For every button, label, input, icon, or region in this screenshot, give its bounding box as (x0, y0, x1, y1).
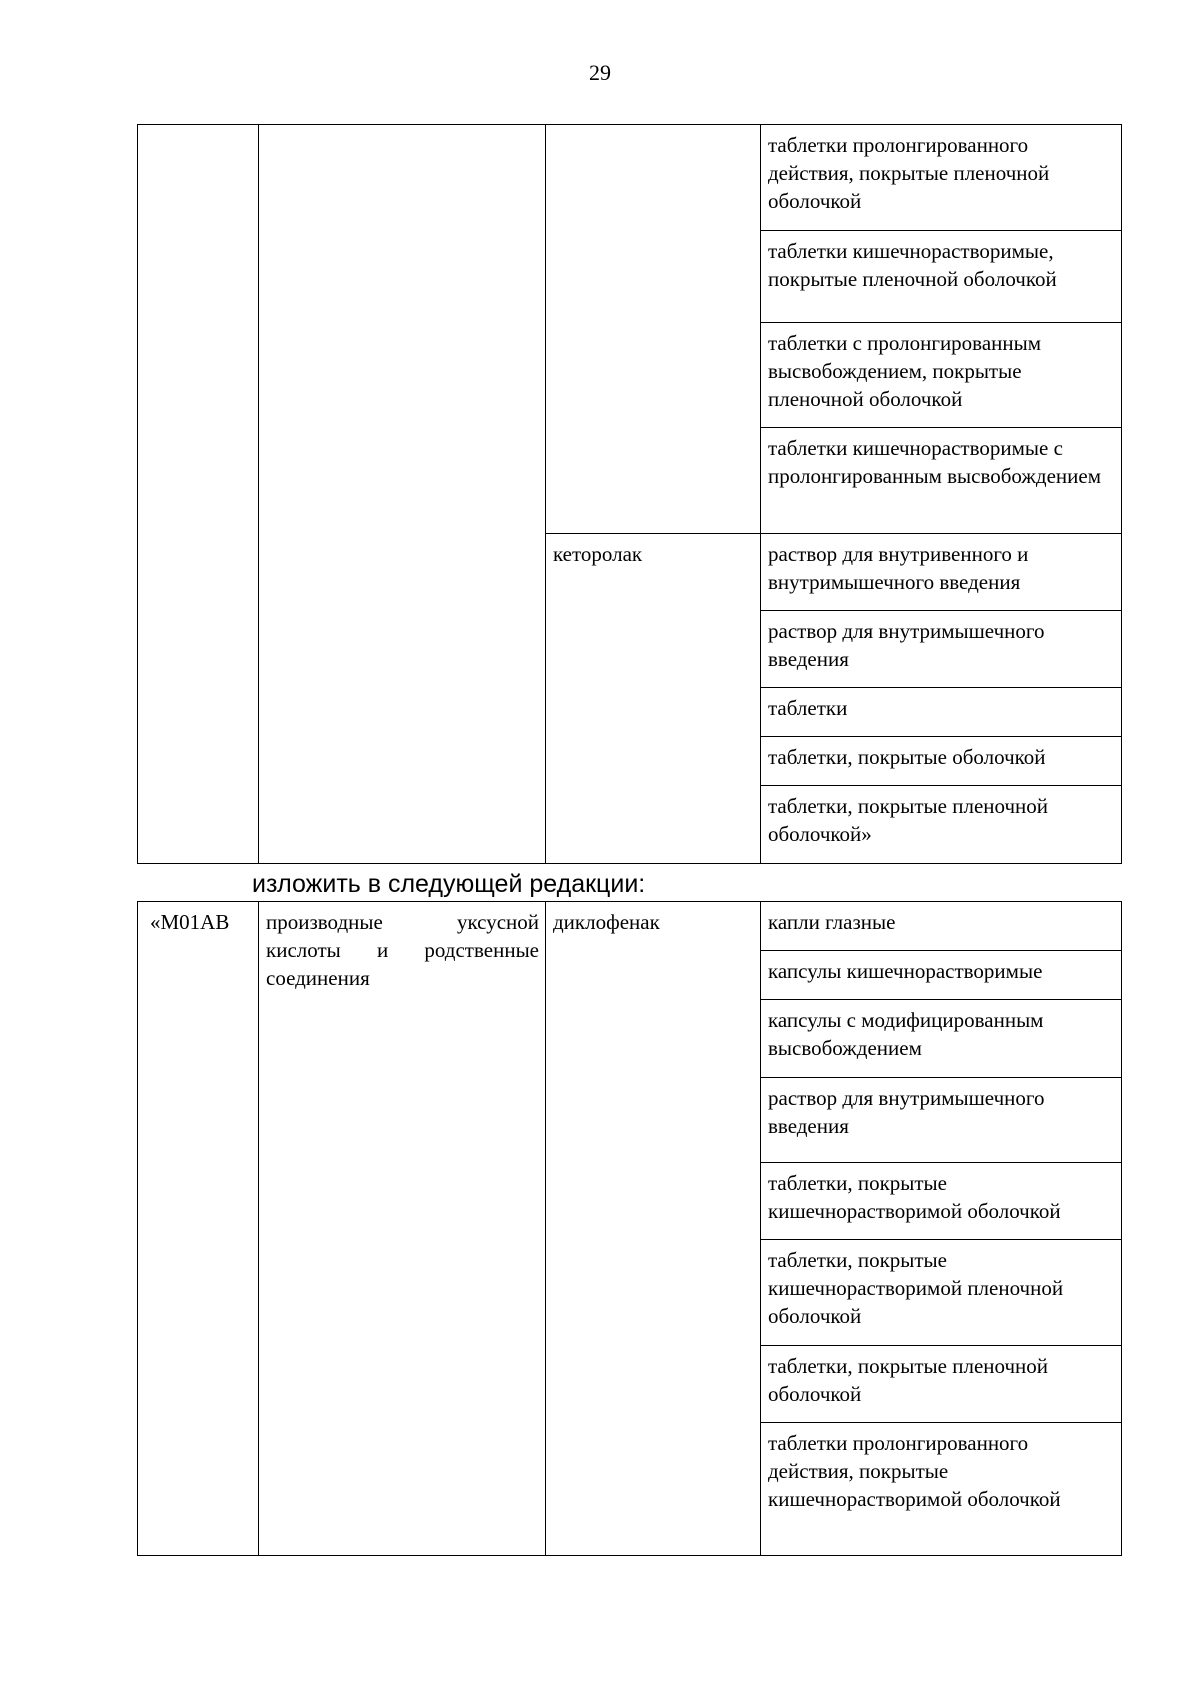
atc-code-cell: «M01AB (138, 902, 259, 1556)
dosage-form-cell: таблетки кишечнорастворимые, покрытые пленочной оболочкой (761, 231, 1122, 323)
group-cell (259, 125, 546, 864)
dosage-form-cell: раствор для внутримышечного введения (761, 611, 1122, 688)
group-name-cell: производные уксусной кислоты и родственные соединения (259, 902, 546, 1556)
drug-name-cell: диклофенак (546, 902, 761, 1556)
page-number: 29 (589, 60, 611, 85)
drug-cell (546, 125, 761, 534)
drug-table-new-edition (137, 901, 1122, 1556)
dosage-form-cell: таблетки (761, 688, 1122, 737)
dosage-form-cell: капсулы с модифицированным высвобождением (761, 1000, 1122, 1078)
dosage-form-cell: таблетки, покрытые кишечнорастворимой оболочкой (761, 1163, 1122, 1240)
table-row (138, 902, 1122, 951)
instruction-text: изложить в следующей редакции: (252, 870, 646, 898)
dosage-form-cell: таблетки пролонгированного действия, покрытые кишечнорастворимой оболочкой (761, 1423, 1122, 1556)
dosage-form-cell: раствор для внутримышечного введения (761, 1078, 1122, 1163)
dosage-form-cell: таблетки, покрытые кишечнорастворимой пленочной оболочкой (761, 1240, 1122, 1346)
dosage-form-cell: таблетки, покрытые пленочной оболочкой (761, 1346, 1122, 1423)
dosage-form-cell: капли глазные (761, 902, 1122, 951)
dosage-form-cell: раствор для внутривенного и внутримышечного введения (761, 534, 1122, 611)
drug-name-cell: кеторолак (546, 534, 761, 864)
dosage-form-cell: капсулы кишечнорастворимые (761, 951, 1122, 1000)
dosage-form-cell: таблетки пролонгированного действия, покрытые пленочной оболочкой (761, 125, 1122, 231)
code-cell (138, 125, 259, 864)
dosage-form-cell: таблетки, покрытые пленочной оболочкой» (761, 786, 1122, 864)
dosage-form-cell: таблетки кишечнорастворимые с пролонгированным высвобождением (761, 428, 1122, 534)
dosage-form-cell: таблетки, покрытые оболочкой (761, 737, 1122, 786)
dosage-form-cell: таблетки с пролонгированным высвобождением, покрытые пленочной оболочкой (761, 323, 1122, 428)
table-row (138, 125, 1122, 231)
drug-table-continued (137, 124, 1122, 864)
